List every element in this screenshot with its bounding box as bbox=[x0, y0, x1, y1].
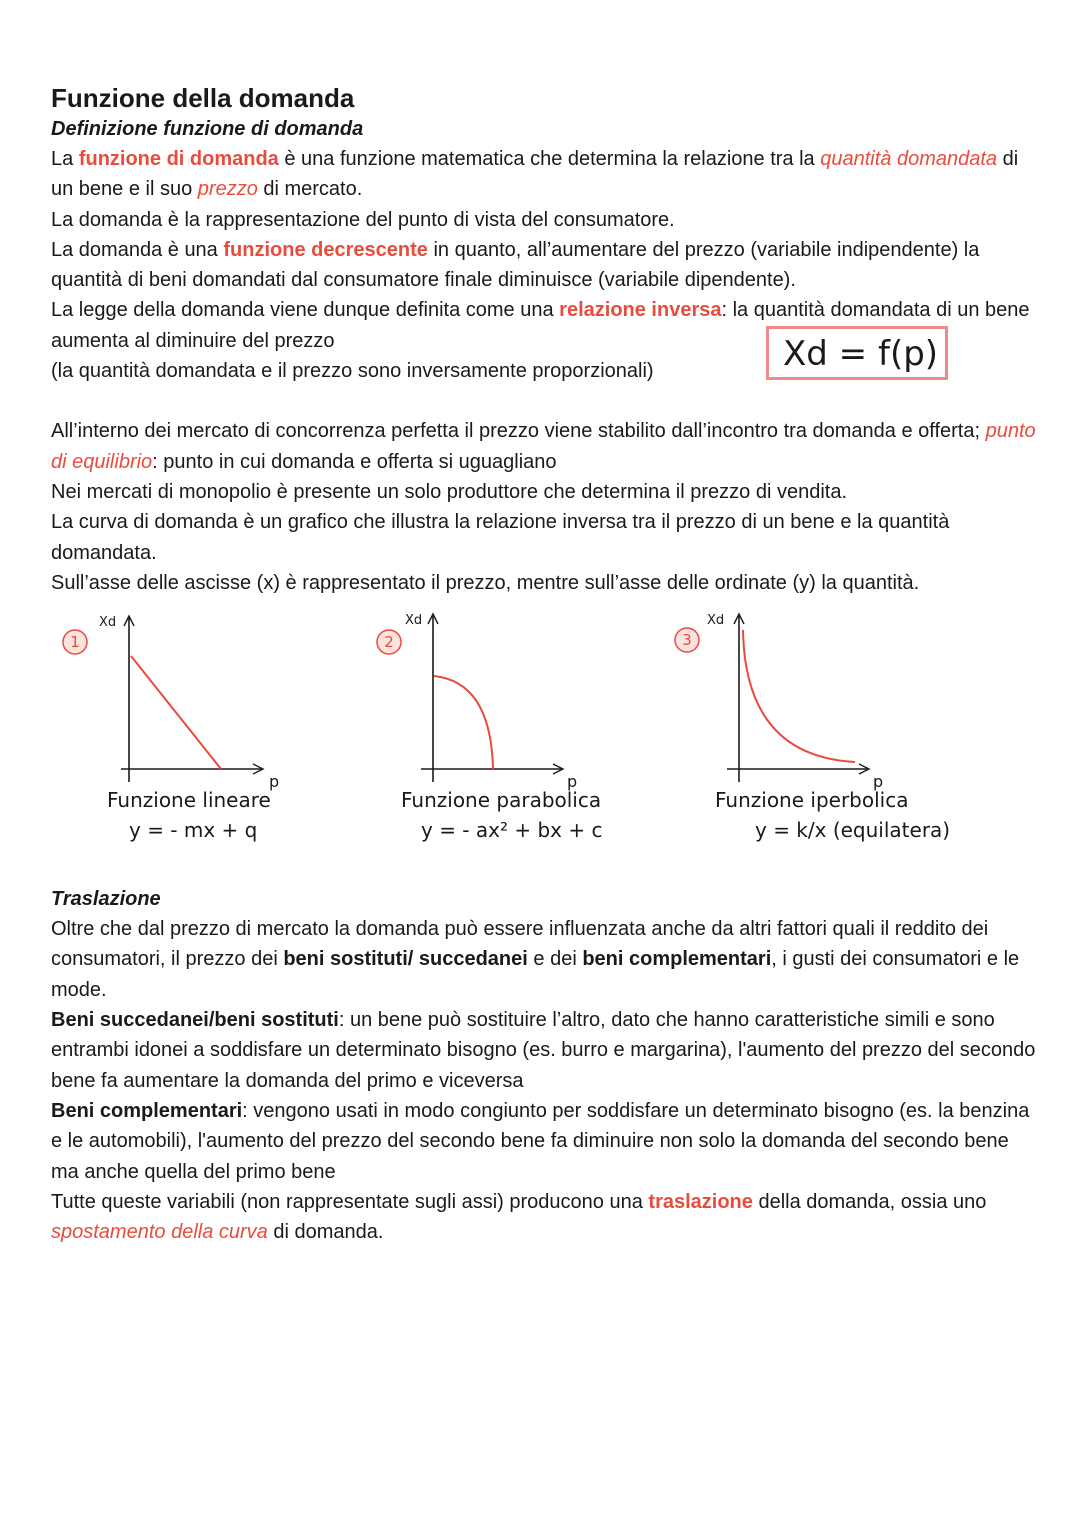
paragraph-other-factors: Oltre che dal prezzo di mercato la domanda può essere influenzata anche da altri fattori quali il reddito dei consumatori, il prezzo dei beni sostituti/ succedanei e dei beni complementari, i gusti dei consumatori e le mode. bbox=[51, 918, 1020, 1001]
highlight-relazione-inversa: relazione inversa bbox=[559, 299, 722, 322]
chart-number: 2 bbox=[384, 633, 394, 652]
paragraph-shift: Tutte queste variabili (non rappresentate sugli assi) producono una traslazione della domanda, ossia uno spostamento della curva di domanda. bbox=[51, 1190, 987, 1244]
bold-beni-complementari: beni complementari bbox=[582, 948, 772, 971]
formula-box bbox=[766, 326, 948, 380]
chart-caption: Funzione lineare bbox=[107, 788, 271, 813]
chart-equation: y = k/x (equilatera) bbox=[755, 818, 951, 843]
highlight-spostamento: spostamento della curva bbox=[51, 1221, 268, 1244]
paragraph-equilibrium: All’interno dei mercato di concorrenza perfetta il prezzo viene stabilito dall’incontro tra domanda e offerta; punto di equilibrio: punto in cui domanda e offerta si uguagliano bbox=[51, 420, 1036, 473]
highlight-prezzo: prezzo bbox=[197, 178, 258, 201]
chart-number: 1 bbox=[70, 633, 80, 652]
paragraph-axes: Sull’asse delle ascisse (x) è rappresentato il prezzo, mentre sull’asse delle ordinate (y) la quantità. bbox=[51, 571, 920, 594]
paragraph-monopoly: Nei mercati di monopolio è presente un solo produttore che determina il prezzo di vendita. bbox=[51, 480, 847, 503]
paragraph-demand-curve: La curva di domanda è un grafico che illustra la relazione inversa tra il prezzo di un bene e la quantità domandata. bbox=[51, 511, 950, 564]
paragraph-definition: La funzione di domanda è una funzione matematica che determina la relazione tra la quantità domandata di un bene e il suo prezzo di mercato. bbox=[51, 148, 1019, 201]
x-axis-label: p bbox=[873, 772, 884, 792]
charts-row bbox=[51, 604, 1041, 884]
formula-row bbox=[51, 334, 1041, 386]
curve-parabolic bbox=[434, 676, 493, 769]
formula-text: Xd = f(p) bbox=[783, 334, 939, 375]
page-title: Funzione della domanda bbox=[51, 83, 355, 113]
highlight-traslazione: traslazione bbox=[648, 1190, 753, 1213]
y-axis-label: Xd bbox=[405, 613, 423, 629]
chart-parabolic bbox=[373, 604, 683, 874]
paragraph-complements: Beni complementari: vengono usati in modo congiunto per soddisfare un determinato bisogno (es. la benzina e le automobili), l'aumento del prezzo del secondo bene fa diminuire non solo la domanda del secondo bene ma anche quella del primo bene bbox=[51, 1099, 1030, 1183]
x-axis-label: p bbox=[567, 772, 578, 792]
chart-hyperbolic bbox=[669, 604, 979, 874]
paragraph-inverse-proportional: (la quantità domandata e il prezzo sono inversamente proporzionali) bbox=[51, 360, 654, 383]
bold-beni-sostituti: beni sostituti/ succedanei bbox=[283, 948, 528, 971]
highlight-funzione-decrescente: funzione decrescente bbox=[223, 238, 428, 261]
x-axis-label: p bbox=[269, 772, 280, 792]
highlight-funzione-di-domanda: funzione di domanda bbox=[78, 148, 279, 170]
bold-beni-succedanei: Beni succedanei/beni sostituti bbox=[51, 1009, 339, 1032]
section-heading-definition: Definizione funzione di domanda bbox=[51, 118, 364, 140]
chart-equation: y = - mx + q bbox=[129, 818, 258, 843]
y-axis-label: Xd bbox=[99, 615, 117, 631]
curve-hyperbolic bbox=[743, 630, 855, 762]
chart-caption: Funzione parabolica bbox=[401, 788, 602, 813]
paragraph-law: La legge della domanda viene dunque definita come una relazione inversa: la quantità domandata di un bene aumenta al diminuire del prezzo bbox=[51, 299, 1030, 352]
paragraph-decreasing: La domanda è una funzione decrescente in quanto, all’aumentare del prezzo (variabile indipendente) la quantità di beni domandati dal consumatore finale diminuisce (variabile dipendente). bbox=[51, 238, 980, 292]
paragraph-consumer-view: La domanda è la rappresentazione del punto di vista del consumatore. bbox=[51, 208, 675, 231]
section-heading-traslazione: Traslazione bbox=[51, 888, 161, 911]
y-axis-label: Xd bbox=[707, 613, 725, 629]
document-page bbox=[51, 82, 1041, 1247]
chart-equation: y = - ax² + bx + c bbox=[421, 818, 603, 843]
highlight-quantita-domandata: quantità domandata bbox=[820, 148, 998, 170]
chart-number: 3 bbox=[682, 631, 692, 650]
paragraph-substitutes: Beni succedanei/beni sostituti: un bene può sostituire l’altro, dato che hanno caratteristiche simili e sono entrambi idonei a soddisfare un determinato bisogno (es. burro e margarina), l'aumento del prezzo del secondo bene fa aumentare la domanda del primo e viceversa bbox=[51, 1009, 1036, 1092]
bold-complementari-term: Beni complementari bbox=[51, 1099, 243, 1122]
chart-linear bbox=[59, 604, 369, 874]
curve-linear bbox=[131, 656, 221, 769]
highlight-punto-di-equilibrio: punto di equilibrio bbox=[51, 420, 1036, 473]
chart-caption: Funzione iperbolica bbox=[715, 788, 909, 813]
